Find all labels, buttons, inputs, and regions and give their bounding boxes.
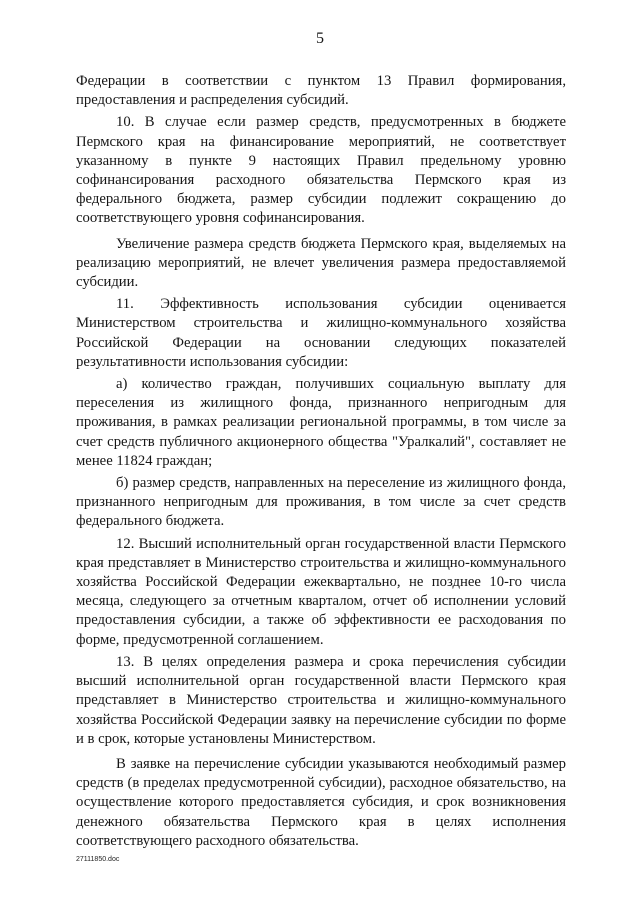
paragraph-application-contents: В заявке на перечисление субсидии указываются необходимый размер средств (в пределах предусмотренной субсидии), расходное обязательство, на осуществление которого предоставляется субсидия, и срок возникновения денежного обязательства Пермского края в целях исполнения соответствующего расходного обязательства.: [76, 755, 566, 849]
paragraph-13: 13. В целях определения размера и срока перечисления субсидии высший исполнительной орган государственной власти Пермского края представляет в Министерство строительства и жилищно-коммунального хозяйства Российской Федерации заявку на перечисление субсидии по форме и в срок, которые установлены Министерством.: [76, 653, 566, 747]
paragraph-12: 12. Высший исполнительный орган государственной власти Пермского края представляет в Министерство строительства и жилищно-коммунального хозяйства Российской Федерации ежеквартально, не позднее 10-го числа месяца, следующего за отчетным кварталом, отчет об исполнении условий предоставления субсидии, а также об эффективности ее расходования по форме, предусмотренной соглашением.: [76, 535, 566, 648]
paragraph-11-b: б) размер средств, направленных на переселение из жилищного фонда, признанного непригодным для проживания, в том числе за счет средств федерального бюджета.: [76, 475, 566, 530]
page-number: 5: [316, 30, 324, 47]
paragraph-10: 10. В случае если размер средств, предусмотренных в бюджете Пермского края на финансирование мероприятий, не соответствует указанному в пункте 9 настоящих Правил предельному уровню софинансирования расходного обязательства Пермского края из федерального бюджета, размер субсидии подлежит сокращению до соответствующего уровня софинансирования.: [76, 114, 566, 227]
footer-filename: 27111850.doc: [76, 856, 120, 863]
paragraph-subsidy-increase: Увеличение размера средств бюджета Пермского края, выделяемых на реализацию мероприятий, не влечет увеличения размера предоставляемой субсидии.: [76, 235, 566, 291]
paragraph-continuation: Федерации в соответствии с пунктом 13 Правил формирования, предоставления и распределения субсидий.: [76, 73, 566, 109]
document-body: [76, 72, 566, 851]
paragraph-11: 11. Эффективность использования субсидии оценивается Министерством строительства и жилищно-коммунального хозяйства Российской Федерации на основании следующих показателей результативности использования субсидии:: [76, 296, 566, 370]
paragraph-11-a: а) количество граждан, получивших социальную выплату для переселения из жилищного фонда, признанного непригодным для проживания, в рамках реализации региональной программы, в том числе за счет средств публичного акционерного общества "Уралкалий", составляет не менее 11824 граждан;: [76, 376, 566, 469]
